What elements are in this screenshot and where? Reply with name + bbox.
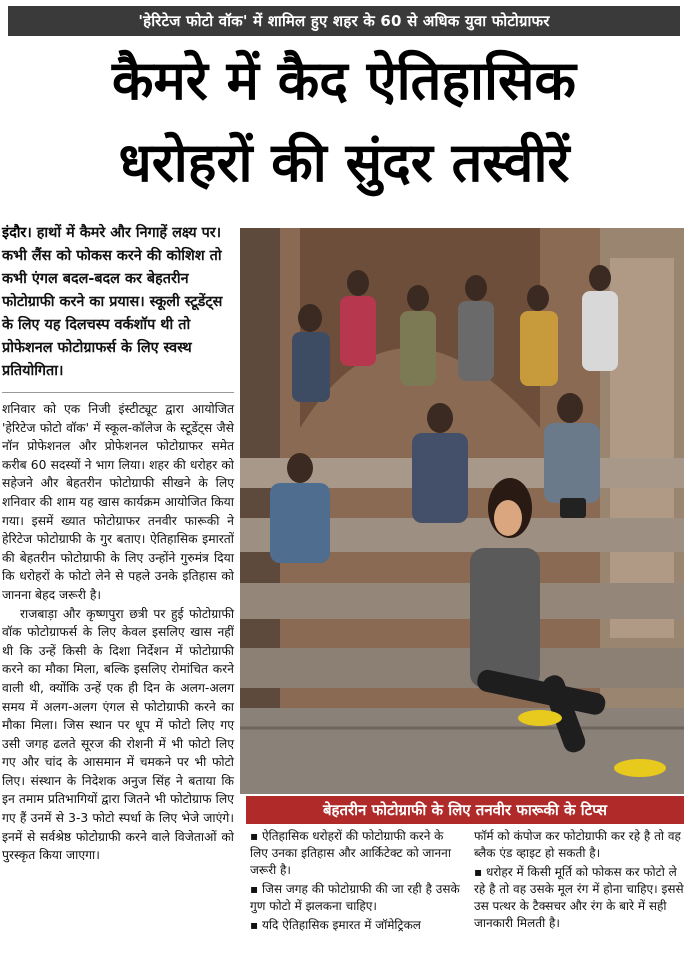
tip-item: ▪ धरोहर में किसी मूर्ति को फोकस कर फोटो ले रहे है तो वह उसके मूल रंग में होना चाहिए। इससे उस पत्थर के टैक्सचर और रंग के बारे में सही जानकारी मिलती है। <box>474 865 684 930</box>
intro-text: । हाथों में कैमरे और निगाहें लक्ष्य पर। कभी लैंस को फोकस करने की कोशिश तो कभी एंगल बदल-बदल कर बेहतरीन फोटोग्राफी करने का प्रयास। स्कूली स्टूडेंट्स के लिए यह दिलचस्प वर्कशॉप थी तो प्रोफेशनल फोटोग्राफर्स के लिए स्वस्थ प्रतियोगिता। <box>2 225 223 379</box>
column-divider <box>2 392 234 393</box>
news-photo <box>240 228 684 794</box>
tip-item: ▪ ऐतिहासिक धरोहरों की फोटोग्राफी करने के लिए उनका इतिहास और आर्किटेक्ट को जानना जरूरी है। <box>250 829 451 877</box>
dateline-city: इंदौर <box>2 225 27 241</box>
tip-item: ▪ जिस जगह की फोटोग्राफी की जा रही है उसके गुण फोटो में झलकना चाहिए। <box>250 882 460 913</box>
headline-line-2: धरोहरों की सुंदर तस्वीरें <box>118 131 570 194</box>
photo-illustration <box>240 228 684 794</box>
kicker-banner: 'हेरिटेज फोटो वॉक' में शामिल हुए शहर के 60 से अधिक युवा फोटोग्राफर <box>8 6 680 36</box>
article-body <box>2 400 234 865</box>
headline-line-1: कैमरे में कैद ऐतिहासिक <box>112 49 576 112</box>
tips-heading: बेहतरीन फोटोग्राफी के लिए तनवीर फारूकी के टिप्स <box>246 796 684 824</box>
tips-column-2 <box>474 828 686 934</box>
body-paragraph-1: शनिवार को एक निजी इंस्टीट्यूट द्वारा आयोजित 'हेरिटेज फोटो वॉक' में स्कूल-कॉलेज के स्टूडेंट्स जैसे नॉन प्रोफेशनल और प्रोफेशनल फोटोग्राफर समेत करीब 60 सदस्यों ने भाग लिया। शहर की धरोहर को सहेजने और बेहतरीन फोटोग्राफी सीखने के लिए शनिवार की शाम यह खास कार्यक्रम आयोजित किया गया। इसमें ख्यात फोटोग्राफर तनवीर फारूकी ने हेरिटेज फोटोग्राफी के गुर बताए। ऐतिहासिक इमारतों की बेहतरीन फोटोग्राफी के लिए उन्होंने गुरुमंत्र दिया कि धरोहरों के फोटो लेने से पहले उनके इतिहास को जानना बेहद जरूरी है। <box>2 402 234 602</box>
body-paragraph-2: राजबाड़ा और कृष्णपुरा छत्री पर हुई फोटोग्राफी वॉक फोटोग्राफर्स के लिए केवल इसलिए खास नहीं थी कि उन्हें किसी के दिशा निर्देशन में फोटोग्राफी करने का मौका मिला, बल्कि इसलिए रोमांचित करने वाली थी, क्योंकि उन्हें एक ही दिन के अलग-अलग समय में अलग-अलग एंगल से फोटोग्राफी करने का मौका मिला। जिस स्थान पर धूप में फोटो लिए गए उसी जगह ढलते सूरज की रोशनी में भी फोटो लिए गए और चांद के आसमान में चमकने पर भी फोटो लिए। संस्थान के निदेशक अनुज सिंह ने बताया कि इन तमाम प्रतिभागियों द्वारा जितने भी फोटोग्राफ लिए गए हैं उनमें से 3-3 फोटो स्पर्धा के लिए भेजे जाएंगे। इनमें से सर्वश्रेष्ठ फोटोग्राफी करने वाले विजेताओं को पुरस्कृत किया जाएगा। <box>2 606 234 863</box>
tips-column-1 <box>250 828 462 936</box>
headline <box>0 40 688 204</box>
intro-paragraph <box>2 222 234 383</box>
tips-box <box>246 828 684 958</box>
tip-item: ▪ यदि ऐतिहासिक इमारत में जॉमेट्रिकल <box>250 918 421 932</box>
tip-item: फॉर्म को कंपोज कर फोटोग्राफी कर रहे है तो वह ब्लैक एंड व्हाइट हो सकती है। <box>474 829 681 860</box>
